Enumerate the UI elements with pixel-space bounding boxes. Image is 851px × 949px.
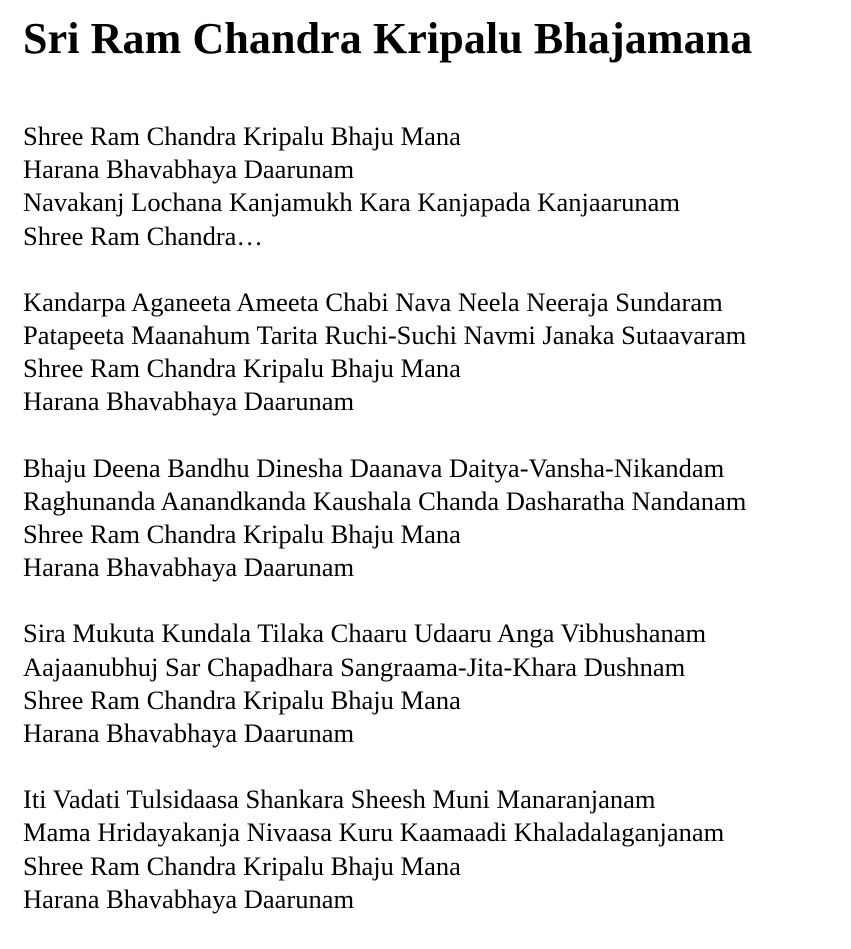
stanza-line: Navakanj Lochana Kanjamukh Kara Kanjapada Kanjaarunam bbox=[23, 187, 681, 218]
stanza-line: Harana Bhavabhaya Daarunam bbox=[23, 154, 355, 185]
stanza-line: Harana Bhavabhaya Daarunam bbox=[23, 883, 355, 914]
stanza-5 bbox=[23, 783, 841, 916]
stanza-line: Bhaju Deena Bandhu Dinesha Daanava Daitya-Vansha-Nikandam bbox=[23, 452, 725, 483]
stanza-1 bbox=[23, 120, 841, 253]
stanza-line: Harana Bhavabhaya Daarunam bbox=[23, 552, 355, 583]
stanza-line: Shree Ram Chandra… bbox=[23, 220, 263, 251]
stanza-line: Harana Bhavabhaya Daarunam bbox=[23, 386, 355, 417]
stanza-line: Iti Vadati Tulsidaasa Shankara Sheesh Muni Manaranjanam bbox=[23, 784, 656, 815]
stanza-line: Kandarpa Aganeeta Ameeta Chabi Nava Neela Neeraja Sundaram bbox=[23, 286, 723, 317]
stanza-4 bbox=[23, 617, 841, 750]
stanza-2 bbox=[23, 286, 841, 419]
stanza-line: Sira Mukuta Kundala Tilaka Chaaru Udaaru Anga Vibhushanam bbox=[23, 618, 707, 649]
stanza-line: Patapeeta Maanahum Tarita Ruchi-Suchi Navmi Janaka Sutaavaram bbox=[23, 320, 747, 351]
document-page bbox=[23, 12, 841, 949]
stanza-line: Mama Hridayakanja Nivaasa Kuru Kaamaadi Khaladalaganjanam bbox=[23, 817, 725, 848]
stanza-3 bbox=[23, 452, 841, 585]
stanza-line: Aajaanubhuj Sar Chapadhara Sangraama-Jita-Khara Dushnam bbox=[23, 651, 686, 682]
stanza-line: Shree Ram Chandra Kripalu Bhaju Mana bbox=[23, 850, 461, 881]
stanza-line: Harana Bhavabhaya Daarunam bbox=[23, 718, 355, 749]
stanza-line: Shree Ram Chandra Kripalu Bhaju Mana bbox=[23, 519, 461, 550]
stanza-line: Raghunanda Aanandkanda Kaushala Chanda Dasharatha Nandanam bbox=[23, 485, 747, 516]
lyrics-body bbox=[23, 120, 841, 916]
stanza-line: Shree Ram Chandra Kripalu Bhaju Mana bbox=[23, 684, 461, 715]
stanza-line: Shree Ram Chandra Kripalu Bhaju Mana bbox=[23, 353, 461, 384]
stanza-line: Shree Ram Chandra Kripalu Bhaju Mana bbox=[23, 121, 461, 151]
page-title: Sri Ram Chandra Kripalu Bhajamana bbox=[23, 14, 753, 63]
